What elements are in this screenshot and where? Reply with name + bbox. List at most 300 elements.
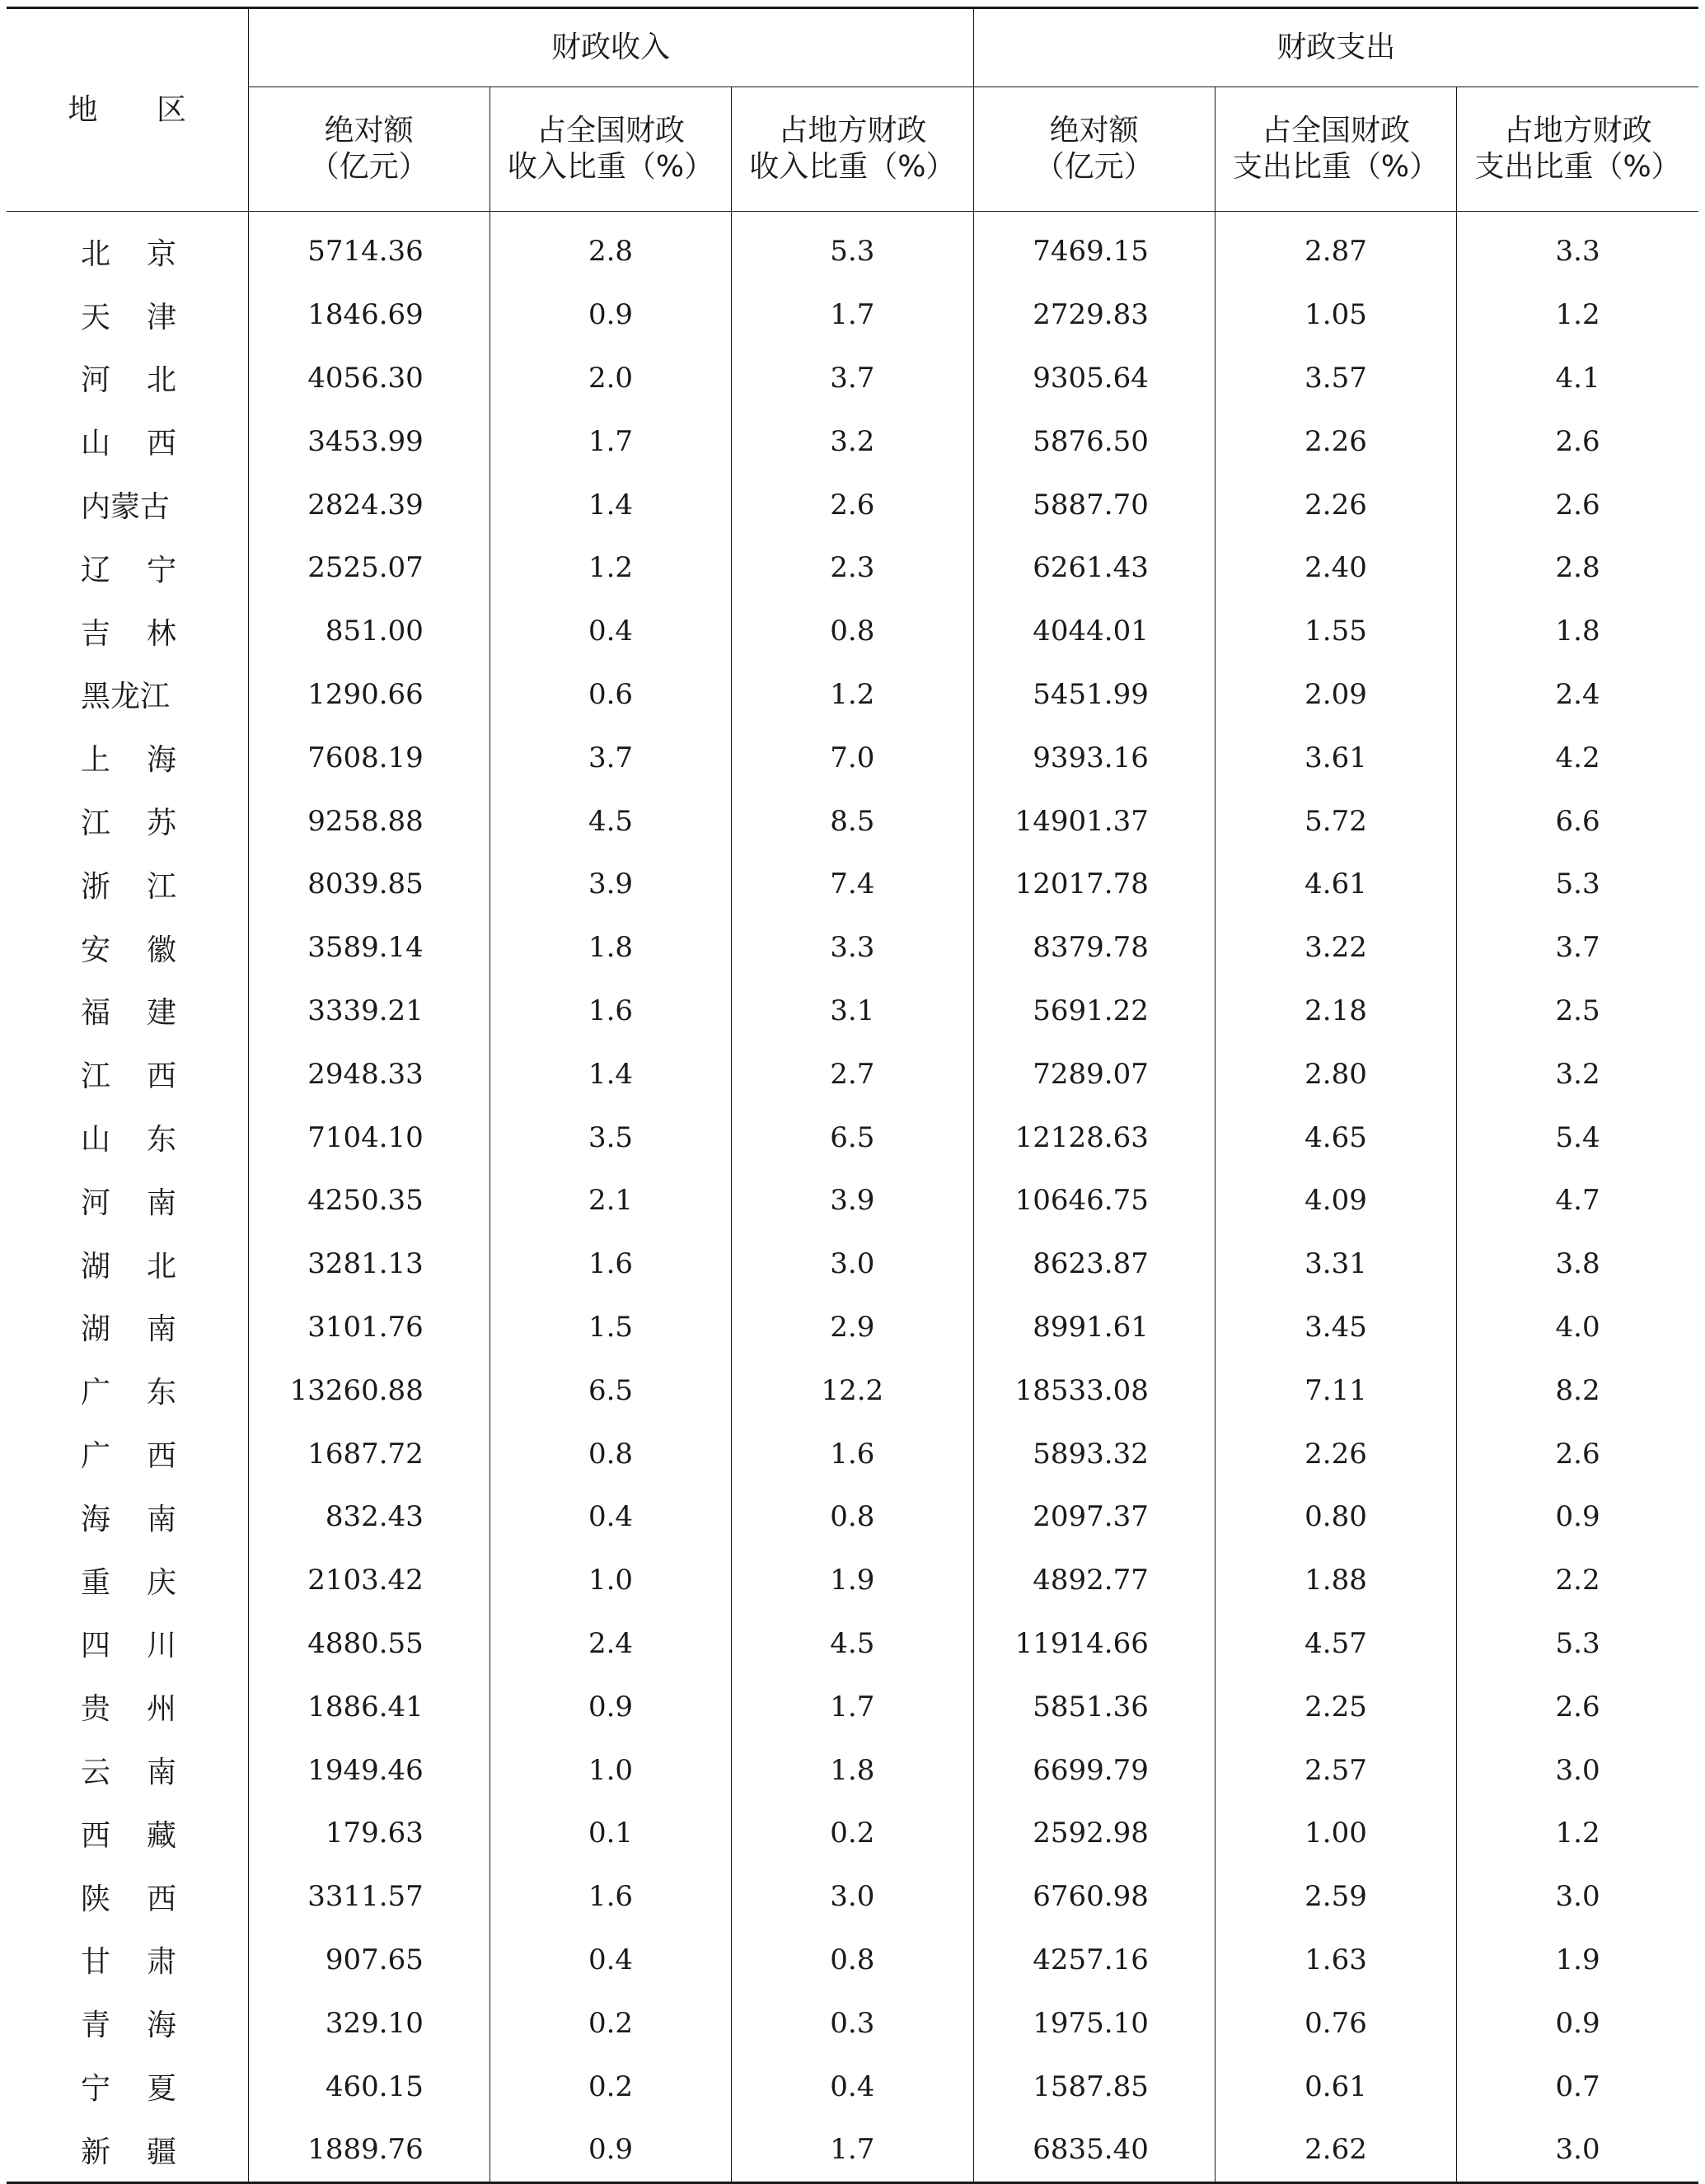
value-cell: 4.57 — [1215, 1612, 1456, 1676]
value-cell: 2.62 — [1215, 2118, 1456, 2182]
value-cell: 7469.15 — [973, 212, 1215, 283]
value-cell: 3.1 — [732, 980, 973, 1043]
table-row — [7, 600, 1698, 663]
header-line: 占地方财政 — [1503, 114, 1652, 147]
region-name: 江苏 — [81, 807, 176, 841]
header-line: 绝对额 — [1049, 114, 1139, 147]
value-cell: 2948.33 — [248, 1042, 489, 1106]
value-cell: 7.0 — [732, 726, 973, 789]
value-cell: 2525.07 — [248, 536, 489, 600]
income-absolute-header — [248, 87, 489, 212]
value-cell: 1.6 — [489, 1232, 731, 1296]
region-cell — [7, 916, 248, 980]
value-cell: 832.43 — [248, 1485, 489, 1549]
value-cell: 2.6 — [1555, 488, 1600, 521]
value-cell: 3.0 — [1457, 2118, 1698, 2182]
region-cell — [7, 1802, 248, 1865]
value-cell: 3.57 — [1215, 347, 1456, 410]
value-cell: 0.6 — [489, 663, 731, 727]
value-cell: 2.57 — [1215, 1738, 1456, 1802]
value-cell: 7.11 — [1215, 1359, 1456, 1422]
value-cell: 0.61 — [1215, 2055, 1456, 2118]
value-cell: 2.18 — [1215, 980, 1456, 1043]
table-row — [7, 663, 1698, 727]
table-row — [7, 1042, 1698, 1106]
header-group-row — [7, 8, 1698, 87]
value-cell: 2.6 — [1555, 1690, 1600, 1723]
value-cell: 3.7 — [1555, 931, 1600, 965]
value-cell: 329.10 — [248, 1991, 489, 2055]
expenditure-group-header: 财政支出 — [973, 8, 1698, 87]
value-cell: 9305.64 — [973, 347, 1215, 410]
value-cell: 1.6 — [489, 1865, 731, 1929]
region-name: 内蒙古 — [81, 490, 171, 525]
table-row — [7, 1296, 1698, 1359]
value-cell: 2.1 — [489, 1169, 731, 1232]
header-line: 支出比重（%） — [1232, 150, 1440, 184]
region-cell — [7, 1738, 248, 1802]
income-national-share-header — [489, 87, 731, 212]
table-row — [7, 473, 1698, 536]
value-cell: 3.9 — [489, 853, 731, 916]
value-cell: 12017.78 — [973, 853, 1215, 916]
value-cell: 1.7 — [732, 2118, 973, 2182]
region-cell — [7, 1991, 248, 2055]
value-cell: 5.3 — [732, 212, 973, 283]
income-local-share-header — [732, 87, 973, 212]
header-line: （亿元） — [1034, 150, 1154, 184]
region-cell — [7, 1422, 248, 1485]
table-row — [7, 1929, 1698, 1992]
value-cell: 1.63 — [1215, 1929, 1456, 1992]
region-name: 宁夏 — [81, 2072, 176, 2106]
region-cell — [7, 1232, 248, 1296]
table-row — [7, 726, 1698, 789]
value-cell: 0.2 — [489, 1991, 731, 2055]
region-cell — [7, 1169, 248, 1232]
region-cell — [7, 789, 248, 853]
value-cell: 1.88 — [1215, 1549, 1456, 1612]
expenditure-national-share-header — [1215, 87, 1456, 212]
value-cell: 0.8 — [489, 1422, 731, 1485]
region-column-header: 地 区 — [7, 8, 248, 212]
value-cell: 3.8 — [1555, 1247, 1600, 1281]
fiscal-table — [7, 7, 1698, 2184]
value-cell: 2.26 — [1215, 409, 1456, 473]
value-cell: 2.09 — [1215, 663, 1456, 727]
value-cell: 9393.16 — [973, 726, 1215, 789]
value-cell: 1.2 — [732, 663, 973, 727]
value-cell: 3339.21 — [248, 980, 489, 1043]
value-cell: 0.7 — [1555, 2069, 1600, 2103]
table-row — [7, 1422, 1698, 1485]
table-header — [7, 8, 1698, 212]
region-name: 北京 — [81, 236, 176, 271]
table-row — [7, 853, 1698, 916]
value-cell: 5451.99 — [973, 663, 1215, 727]
value-cell: 14901.37 — [973, 789, 1215, 853]
region-name: 安徽 — [81, 933, 176, 967]
value-cell: 4250.35 — [248, 1169, 489, 1232]
value-cell: 1.0 — [489, 1738, 731, 1802]
header-line: 收入比重（%） — [749, 150, 956, 184]
value-cell: 0.9 — [1555, 2006, 1600, 2040]
region-name: 上海 — [81, 743, 176, 778]
value-cell: 2.6 — [1555, 424, 1600, 458]
value-cell: 0.4 — [489, 1929, 731, 1992]
region-name: 湖南 — [81, 1312, 176, 1347]
region-cell — [7, 1359, 248, 1422]
value-cell: 4056.30 — [248, 347, 489, 410]
value-cell: 0.9 — [489, 1675, 731, 1738]
value-cell: 3.2 — [1555, 1057, 1600, 1091]
value-cell: 3.9 — [732, 1169, 973, 1232]
value-cell: 4.09 — [1215, 1169, 1456, 1232]
value-cell: 12.2 — [732, 1359, 973, 1422]
value-cell: 5714.36 — [248, 212, 489, 283]
region-cell — [7, 536, 248, 600]
value-cell: 460.15 — [248, 2055, 489, 2118]
value-cell: 0.1 — [489, 1802, 731, 1865]
value-cell: 3.7 — [489, 726, 731, 789]
value-cell: 4.7 — [1555, 1184, 1600, 1218]
value-cell: 3.3 — [1555, 235, 1600, 269]
header-line: 绝对额 — [324, 114, 414, 147]
value-cell: 0.9 — [489, 283, 731, 347]
value-cell: 2.26 — [1215, 473, 1456, 536]
value-cell: 1886.41 — [248, 1675, 489, 1738]
value-cell: 2.4 — [1555, 677, 1600, 711]
value-cell: 2103.42 — [248, 1549, 489, 1612]
region-cell — [7, 212, 248, 283]
value-cell: 0.2 — [489, 2055, 731, 2118]
value-cell: 3453.99 — [248, 409, 489, 473]
value-cell: 6699.79 — [973, 1738, 1215, 1802]
value-cell: 2097.37 — [973, 1485, 1215, 1549]
region-name: 吉林 — [81, 616, 176, 651]
header-line: 收入比重（%） — [507, 150, 714, 184]
value-cell: 1889.76 — [248, 2118, 489, 2182]
value-cell: 1587.85 — [973, 2055, 1215, 2118]
value-cell: 2.26 — [1215, 1422, 1456, 1485]
region-name: 青海 — [81, 2009, 176, 2043]
value-cell: 1.7 — [732, 283, 973, 347]
value-cell: 4257.16 — [973, 1929, 1215, 1992]
value-cell: 0.76 — [1215, 1991, 1456, 2055]
value-cell: 2.87 — [1215, 212, 1456, 283]
region-name: 江西 — [81, 1059, 176, 1094]
value-cell: 1.9 — [1555, 1943, 1600, 1976]
value-cell: 8991.61 — [973, 1296, 1215, 1359]
region-name: 广东 — [81, 1376, 176, 1410]
value-cell: 1949.46 — [248, 1738, 489, 1802]
region-cell — [7, 2055, 248, 2118]
value-cell: 1.2 — [489, 536, 731, 600]
region-cell — [7, 1929, 248, 1992]
value-cell: 1975.10 — [973, 1991, 1215, 2055]
table-row — [7, 1232, 1698, 1296]
value-cell: 1.7 — [489, 409, 731, 473]
value-cell: 1.9 — [732, 1549, 973, 1612]
value-cell: 12128.63 — [973, 1106, 1215, 1169]
region-name: 贵州 — [81, 1692, 176, 1727]
region-cell — [7, 1675, 248, 1738]
region-cell — [7, 980, 248, 1043]
value-cell: 2.2 — [1555, 1564, 1600, 1597]
value-cell: 1.2 — [1555, 298, 1600, 332]
table-row — [7, 1169, 1698, 1232]
value-cell: 3.5 — [489, 1106, 731, 1169]
value-cell: 7.4 — [732, 853, 973, 916]
region-cell — [7, 726, 248, 789]
value-cell: 5876.50 — [973, 409, 1215, 473]
region-name: 海南 — [81, 1502, 176, 1536]
table-row — [7, 1675, 1698, 1738]
value-cell: 5.3 — [1555, 1626, 1600, 1660]
table-row — [7, 347, 1698, 410]
region-cell — [7, 283, 248, 347]
value-cell: 13260.88 — [248, 1359, 489, 1422]
value-cell: 0.4 — [732, 2055, 973, 2118]
value-cell: 5.4 — [1555, 1120, 1600, 1154]
value-cell: 1.6 — [489, 980, 731, 1043]
value-cell: 7289.07 — [973, 1042, 1215, 1106]
value-cell: 6.5 — [732, 1106, 973, 1169]
value-cell: 3589.14 — [248, 916, 489, 980]
region-name: 广西 — [81, 1439, 176, 1474]
value-cell: 6.5 — [489, 1359, 731, 1422]
value-cell: 851.00 — [248, 600, 489, 663]
value-cell: 3.0 — [732, 1865, 973, 1929]
region-name: 山东 — [81, 1123, 176, 1157]
table-body — [7, 212, 1698, 2183]
header-line: （亿元） — [309, 150, 429, 184]
value-cell: 4.5 — [489, 789, 731, 853]
region-cell — [7, 409, 248, 473]
value-cell: 1.4 — [489, 473, 731, 536]
value-cell: 0.9 — [1555, 1500, 1600, 1534]
value-cell: 3.31 — [1215, 1232, 1456, 1296]
value-cell: 0.9 — [489, 2118, 731, 2182]
region-cell — [7, 1106, 248, 1169]
value-cell: 1.8 — [732, 1738, 973, 1802]
value-cell: 2.0 — [489, 347, 731, 410]
value-cell: 3.0 — [732, 1232, 973, 1296]
region-name: 黑龙江 — [81, 680, 171, 714]
value-cell: 2.59 — [1215, 1865, 1456, 1929]
value-cell: 1.0 — [489, 1549, 731, 1612]
table-row — [7, 1802, 1698, 1865]
value-cell: 0.8 — [732, 1929, 973, 1992]
value-cell: 4.61 — [1215, 853, 1456, 916]
table-row — [7, 1106, 1698, 1169]
value-cell: 179.63 — [248, 1802, 489, 1865]
table-row — [7, 1549, 1698, 1612]
region-cell — [7, 347, 248, 410]
value-cell: 1687.72 — [248, 1422, 489, 1485]
value-cell: 7104.10 — [248, 1106, 489, 1169]
expenditure-local-share-header — [1457, 87, 1698, 212]
value-cell: 1290.66 — [248, 663, 489, 727]
value-cell: 4.0 — [1555, 1310, 1600, 1344]
region-cell — [7, 1549, 248, 1612]
value-cell: 2.6 — [1555, 1437, 1600, 1471]
value-cell: 6261.43 — [973, 536, 1215, 600]
region-name: 云南 — [81, 1756, 176, 1790]
value-cell: 0.3 — [732, 1991, 973, 2055]
value-cell: 2.8 — [1555, 551, 1600, 585]
value-cell: 18533.08 — [973, 1359, 1215, 1422]
value-cell: 4880.55 — [248, 1612, 489, 1676]
value-cell: 2824.39 — [248, 473, 489, 536]
value-cell: 1.6 — [732, 1422, 973, 1485]
region-cell — [7, 600, 248, 663]
region-name: 河北 — [81, 363, 176, 398]
header-line: 占全国财政 — [536, 114, 685, 147]
header-line: 占地方财政 — [778, 114, 927, 147]
region-name: 甘肃 — [81, 1945, 176, 1980]
value-cell: 1.55 — [1215, 600, 1456, 663]
table-row — [7, 1359, 1698, 1422]
table-row — [7, 536, 1698, 600]
table-row — [7, 409, 1698, 473]
value-cell: 2.4 — [489, 1612, 731, 1676]
region-cell — [7, 1865, 248, 1929]
region-cell — [7, 663, 248, 727]
value-cell: 4044.01 — [973, 600, 1215, 663]
table-row — [7, 283, 1698, 347]
value-cell: 4.1 — [1555, 361, 1600, 395]
expenditure-absolute-header — [973, 87, 1215, 212]
value-cell: 4892.77 — [973, 1549, 1215, 1612]
value-cell: 8.5 — [732, 789, 973, 853]
value-cell: 8039.85 — [248, 853, 489, 916]
value-cell: 2729.83 — [973, 283, 1215, 347]
region-cell — [7, 2118, 248, 2182]
value-cell: 0.8 — [732, 600, 973, 663]
value-cell: 9258.88 — [248, 789, 489, 853]
value-cell: 1.5 — [489, 1296, 731, 1359]
value-cell: 0.80 — [1215, 1485, 1456, 1549]
header-line: 占全国财政 — [1262, 114, 1411, 147]
region-name: 河南 — [81, 1186, 176, 1220]
value-cell: 5691.22 — [973, 980, 1215, 1043]
value-cell: 7608.19 — [248, 726, 489, 789]
value-cell: 8623.87 — [973, 1232, 1215, 1296]
value-cell: 4.5 — [732, 1612, 973, 1676]
value-cell: 5.3 — [1555, 868, 1600, 901]
value-cell: 2.3 — [732, 536, 973, 600]
value-cell: 2.6 — [732, 473, 973, 536]
income-group-header: 财政收入 — [248, 8, 973, 87]
region-name: 山西 — [81, 427, 176, 461]
table-row — [7, 1865, 1698, 1929]
region-cell — [7, 853, 248, 916]
table-row — [7, 1485, 1698, 1549]
value-cell: 1.7 — [732, 1675, 973, 1738]
region-name: 新疆 — [81, 2135, 176, 2169]
value-cell: 3.0 — [1555, 1753, 1600, 1787]
region-cell — [7, 1612, 248, 1676]
value-cell: 3.0 — [1555, 1880, 1600, 1914]
value-cell: 6835.40 — [973, 2118, 1215, 2182]
region-cell — [7, 1296, 248, 1359]
value-cell: 4.65 — [1215, 1106, 1456, 1169]
region-name: 陕西 — [81, 1882, 176, 1916]
value-cell: 1.05 — [1215, 283, 1456, 347]
value-cell: 2.9 — [732, 1296, 973, 1359]
value-cell: 0.4 — [489, 600, 731, 663]
region-name: 天津 — [81, 300, 176, 334]
value-cell: 1.00 — [1215, 1802, 1456, 1865]
table-row — [7, 2055, 1698, 2118]
value-cell: 1.2 — [1555, 1817, 1600, 1850]
value-cell: 3311.57 — [248, 1865, 489, 1929]
table-row — [7, 789, 1698, 853]
fiscal-table-container — [7, 7, 1698, 2184]
value-cell: 2592.98 — [973, 1802, 1215, 1865]
header-line: 支出比重（%） — [1474, 150, 1681, 184]
value-cell: 2.7 — [732, 1042, 973, 1106]
value-cell: 907.65 — [248, 1929, 489, 1992]
value-cell: 3.7 — [732, 347, 973, 410]
region-name: 福建 — [81, 996, 176, 1031]
value-cell: 11914.66 — [973, 1612, 1215, 1676]
value-cell: 6.6 — [1555, 804, 1600, 838]
table-row — [7, 1738, 1698, 1802]
table-row — [7, 212, 1698, 283]
region-name: 四川 — [81, 1629, 176, 1663]
table-row — [7, 980, 1698, 1043]
value-cell: 0.2 — [732, 1802, 973, 1865]
value-cell: 5893.32 — [973, 1422, 1215, 1485]
value-cell: 3281.13 — [248, 1232, 489, 1296]
value-cell: 6760.98 — [973, 1865, 1215, 1929]
value-cell: 2.25 — [1215, 1675, 1456, 1738]
table-row — [7, 1991, 1698, 2055]
value-cell: 5.72 — [1215, 789, 1456, 853]
region-cell — [7, 1485, 248, 1549]
value-cell: 5851.36 — [973, 1675, 1215, 1738]
value-cell: 4.2 — [1555, 741, 1600, 774]
region-name: 西藏 — [81, 1818, 176, 1853]
value-cell: 5887.70 — [973, 473, 1215, 536]
value-cell: 2.40 — [1215, 536, 1456, 600]
region-name: 辽宁 — [81, 553, 176, 587]
header-sub-row — [7, 87, 1698, 212]
value-cell: 3.45 — [1215, 1296, 1456, 1359]
value-cell: 10646.75 — [973, 1169, 1215, 1232]
value-cell: 1.8 — [1555, 615, 1600, 648]
value-cell: 3.61 — [1215, 726, 1456, 789]
value-cell: 3.22 — [1215, 916, 1456, 980]
region-name: 浙江 — [81, 869, 176, 904]
table-row — [7, 2118, 1698, 2182]
value-cell: 0.8 — [732, 1485, 973, 1549]
value-cell: 1846.69 — [248, 283, 489, 347]
table-row — [7, 916, 1698, 980]
value-cell: 2.80 — [1215, 1042, 1456, 1106]
value-cell: 2.5 — [1555, 994, 1600, 1027]
value-cell: 1.8 — [489, 916, 731, 980]
table-row — [7, 1612, 1698, 1676]
region-cell — [7, 1042, 248, 1106]
value-cell: 8.2 — [1555, 1373, 1600, 1407]
value-cell: 0.4 — [489, 1485, 731, 1549]
value-cell: 8379.78 — [973, 916, 1215, 980]
value-cell: 1.4 — [489, 1042, 731, 1106]
value-cell: 3.3 — [732, 916, 973, 980]
